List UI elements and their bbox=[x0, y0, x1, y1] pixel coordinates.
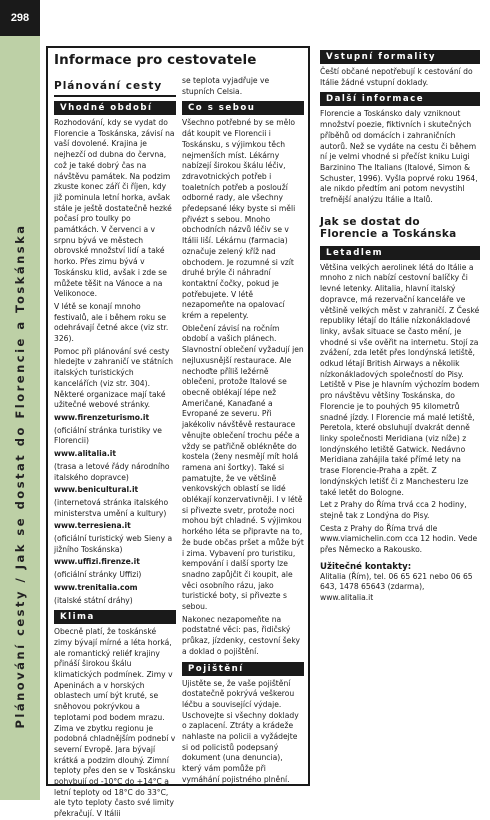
page-number: 298 bbox=[0, 0, 40, 36]
paragraph: Pomoc při plánování své cesty hledejte v zahraničí ve státních italských turistických kancelářích (viz str. 304). Některé organizace mají také užitečné webové stránky. bbox=[54, 346, 174, 410]
paragraph: Většina velkých aerolinek létá do Itálie a mnoho z nich nabízí cestovní balíčky či levné letenky. Alitalia, hlavní italský dopravce, má rezervační kanceláře ve většině velkých měst v zahraničí. Z České republiky létají do Itálie nízkonákladové linky, avšak situace se často mění, je vhodné si vše ověřit na internetu. Stojí za zvážení, zda letět přes londýnská letiště, odkud létají British Airways a několik nízkonákladových společností do Pisy. Letiště v Pise je hlavním výchozím bodem pro návštěvu většiny Toskánska, do Florencie je to pouhých 95 kilometrů snadné jízdy. I Florencie má malé letiště, Peretola, které obsluhují dvakrát denně linky společnosti Meridiana (viz níže) z londýnského letiště Gatwick. Nedávno Meridiana zahájila také přímé lety na trase Florencie-Praha a zpět. Z londýnských letišť či z Manchesteru lze také letět do Bologne. bbox=[320, 262, 480, 497]
bar-heading-co-s-sebou: Co s sebou bbox=[182, 101, 304, 115]
paragraph: Čeští občané nepotřebují k cestování do Itálie žádné vstupní doklady. bbox=[320, 67, 473, 87]
bar-heading-dalsi-informace: Další informace bbox=[320, 92, 480, 106]
column-3 bbox=[320, 46, 480, 800]
paragraph: Cesta z Prahy do Říma trvá dle www.viamichelin.com cca 12 hodin. Vede přes Německo a Rakousko. bbox=[320, 523, 478, 555]
content-area bbox=[46, 46, 480, 819]
contacts-title: Užitečné kontakty: bbox=[320, 561, 412, 572]
section-heading-jak-se-dostat: Jak se dostat do Florencie a Toskánska bbox=[320, 215, 457, 240]
paragraph: Rozhodování, kdy se vydat do Florencie a Toskánska, závisí na vaší dovolené. Krajina je nejhezčí od dubna do června, což je také dobrý čas na návštěvu památek. Na podzim zkuste konec září či říjen, kdy již pominula letní horka, avšak stále je ještě dostatečně hezké počasí pro toulky po památkách. V červenci a v srpnu bývá ve městech obrovské množství lidí a také horko. Přes zimu bývá v Toskánsku klid, avšak i zde se můžete těšit na Vánoce a na Velikonoce. bbox=[54, 118, 175, 299]
web-link-description: (internetová stránka italského ministerstva umění a kultury) bbox=[54, 497, 169, 518]
paragraph: Let z Prahy do Říma trvá cca 2 hodiny, stejně tak z Londýna do Pisy. bbox=[320, 500, 467, 520]
paragraph: Ujistěte se, že vaše pojištění dostatečně pokrývá veškerou léčbu a související výdaje. Uschovejte si všechny doklady o zaplacení. Ztráty a krádeže nahlaste na policii a vyžádejte si od policistů podepsaný dokument (una denuncia), který vám pomůže při vymáhání pojistného plnění. bbox=[182, 678, 299, 784]
web-link[interactable]: www.trenitalia.com bbox=[54, 582, 138, 592]
column-2 bbox=[182, 76, 304, 798]
web-link-description: (oficiální stránky Uffizi) bbox=[54, 570, 142, 580]
paragraph: se teplota vyjadřuje ve stupních Celsia. bbox=[182, 76, 270, 96]
sidebar-band bbox=[0, 36, 40, 800]
web-link[interactable]: www.firenzeturismo.it bbox=[54, 412, 150, 422]
paragraph: Obecně platí, že toskánské zimy bývají mírné a léta horká, ale romantický reliéf krajiny přináší širokou škálu klimatických podmínek. Zimy v Apeninách a v horských oblastech umí být kruté, se sněhovou pokrývkou a teplotami pod bodem mrazu. Zima ve zbytku regionu je podobná chladnějším podnebí v severní Evropě. Jara bývají krátká a podzim dlouhý. Zimní teploty přes den se v Toskánsku pohybují od -10°C do +14°C a letní teploty od 18°C do 33°C, ale tyto teploty často své limity překračují. V Itálii bbox=[54, 627, 176, 819]
paragraph: Oblečení závisí na ročním období a vašich plánech. Slavnostní oblečení vyžadují jen nejluxusnější restaurace. Ale nechoďte příliš ležérně oblečeni, protože Italové se obecně oblékají lépe než Američané, Kanaďané a Evropané ze severu. Při jakékoliv návštěvě restaurace věnujte oblečení trochu péče a vždy se patřičně oblékněte do kostela (ženy nesmějí mít holá ramena ani šortky). Také si pamatujte, že ve většině venkovských oblastí se lidé oblékají konzervativněji. I v létě si přivezte svetr, protože noci mohou být chladné. S výjimkou horkého léta se připravte na to, že bude občas pršet a může být i zima. Vybavení pro turistiku, kempování i další sporty lze snadno zapůjčit či koupit, ale věci osobního rázu, jako turistické boty, si přivezte s sebou. bbox=[182, 323, 304, 612]
bar-heading-pojisteni: Pojištění bbox=[182, 662, 304, 676]
bar-heading-klima: Klima bbox=[54, 610, 176, 624]
bar-heading-vhodne-obdobi: Vhodné období bbox=[54, 101, 176, 115]
paragraph: Florencie a Toskánsko daly vzniknout množství poezie, fiktivních i skutečných příběhů od domácích i zahraničních autorů. Než se vydáte na cestu či během ní je velmi vhodné si přečíst kniku Luigi Barzinino The Italians (Italové, Simon & Schuster, 1996). Vyšla poprvé roku 1964, ale nikdo předtím ani potom nevystihl trefnější analýzu Itálie a Italů. bbox=[320, 109, 478, 205]
web-link[interactable]: www.terresiena.it bbox=[54, 521, 131, 531]
web-link-description: (trasa a letové řády národního italského dopravce) bbox=[54, 461, 170, 482]
sidebar-running-title: Plánování cesty / Jak se dostat do Florencie a Toskánska bbox=[13, 223, 27, 729]
paragraph: Všechno potřebné by se mělo dát koupit ve Florencii i Toskánsku, s výjimkou těch nejmenších míst. Lékárny nabízejí širokou škálu léčiv, zdravotnických potřeb i toaletních potřeb a poslouží odborné rady, ale všechny předepsané léky byste si měli přivézt s sebou. Mnoho obchodních názvů léčiv se v Itálii liší. Lékárnu (farmacia) označuje zelený kříž nad obchodem. Je rozumné si vzít druhé brýle či náhradní kontaktní čočky, pokud je potřebujete. V létě nezapomeňte na opalovací krém a repelenty. bbox=[182, 118, 296, 321]
bar-heading-vstupni-formality: Vstupní formality bbox=[320, 50, 480, 64]
web-link-description: (italské státní dráhy) bbox=[54, 595, 133, 605]
web-link-description: (oficiální stránka turistiky ve Florencii) bbox=[54, 425, 162, 446]
bar-heading-letadlem: Letadlem bbox=[320, 246, 480, 260]
contacts-text: Alitalia (Řím), tel. 06 65 621 nebo 06 65 643, 1478 65643 (zdarma), www.alitalia.it bbox=[320, 571, 473, 603]
paragraph: Nakonec nezapomeňte na podstatné věci: pas, řidičský průkaz, jízdenky, cestovní šeky a doklad o pojištění. bbox=[182, 614, 300, 656]
column-1 bbox=[54, 76, 176, 819]
web-link[interactable]: www.uffizi.firenze.it bbox=[54, 557, 140, 567]
page-title: Informace pro cestovatele bbox=[54, 52, 257, 68]
web-link[interactable]: www.benicultural.it bbox=[54, 485, 139, 495]
section-heading: Plánování cesty bbox=[54, 80, 176, 97]
web-link-description: (oficiální turistický web Sieny a jižního Toskánska) bbox=[54, 534, 173, 554]
web-link[interactable]: www.alitalia.it bbox=[54, 449, 116, 459]
paragraph: V létě se konají mnoho festivalů, ale i během roku se odehrávají četné akce (viz str. 326). bbox=[54, 301, 169, 344]
